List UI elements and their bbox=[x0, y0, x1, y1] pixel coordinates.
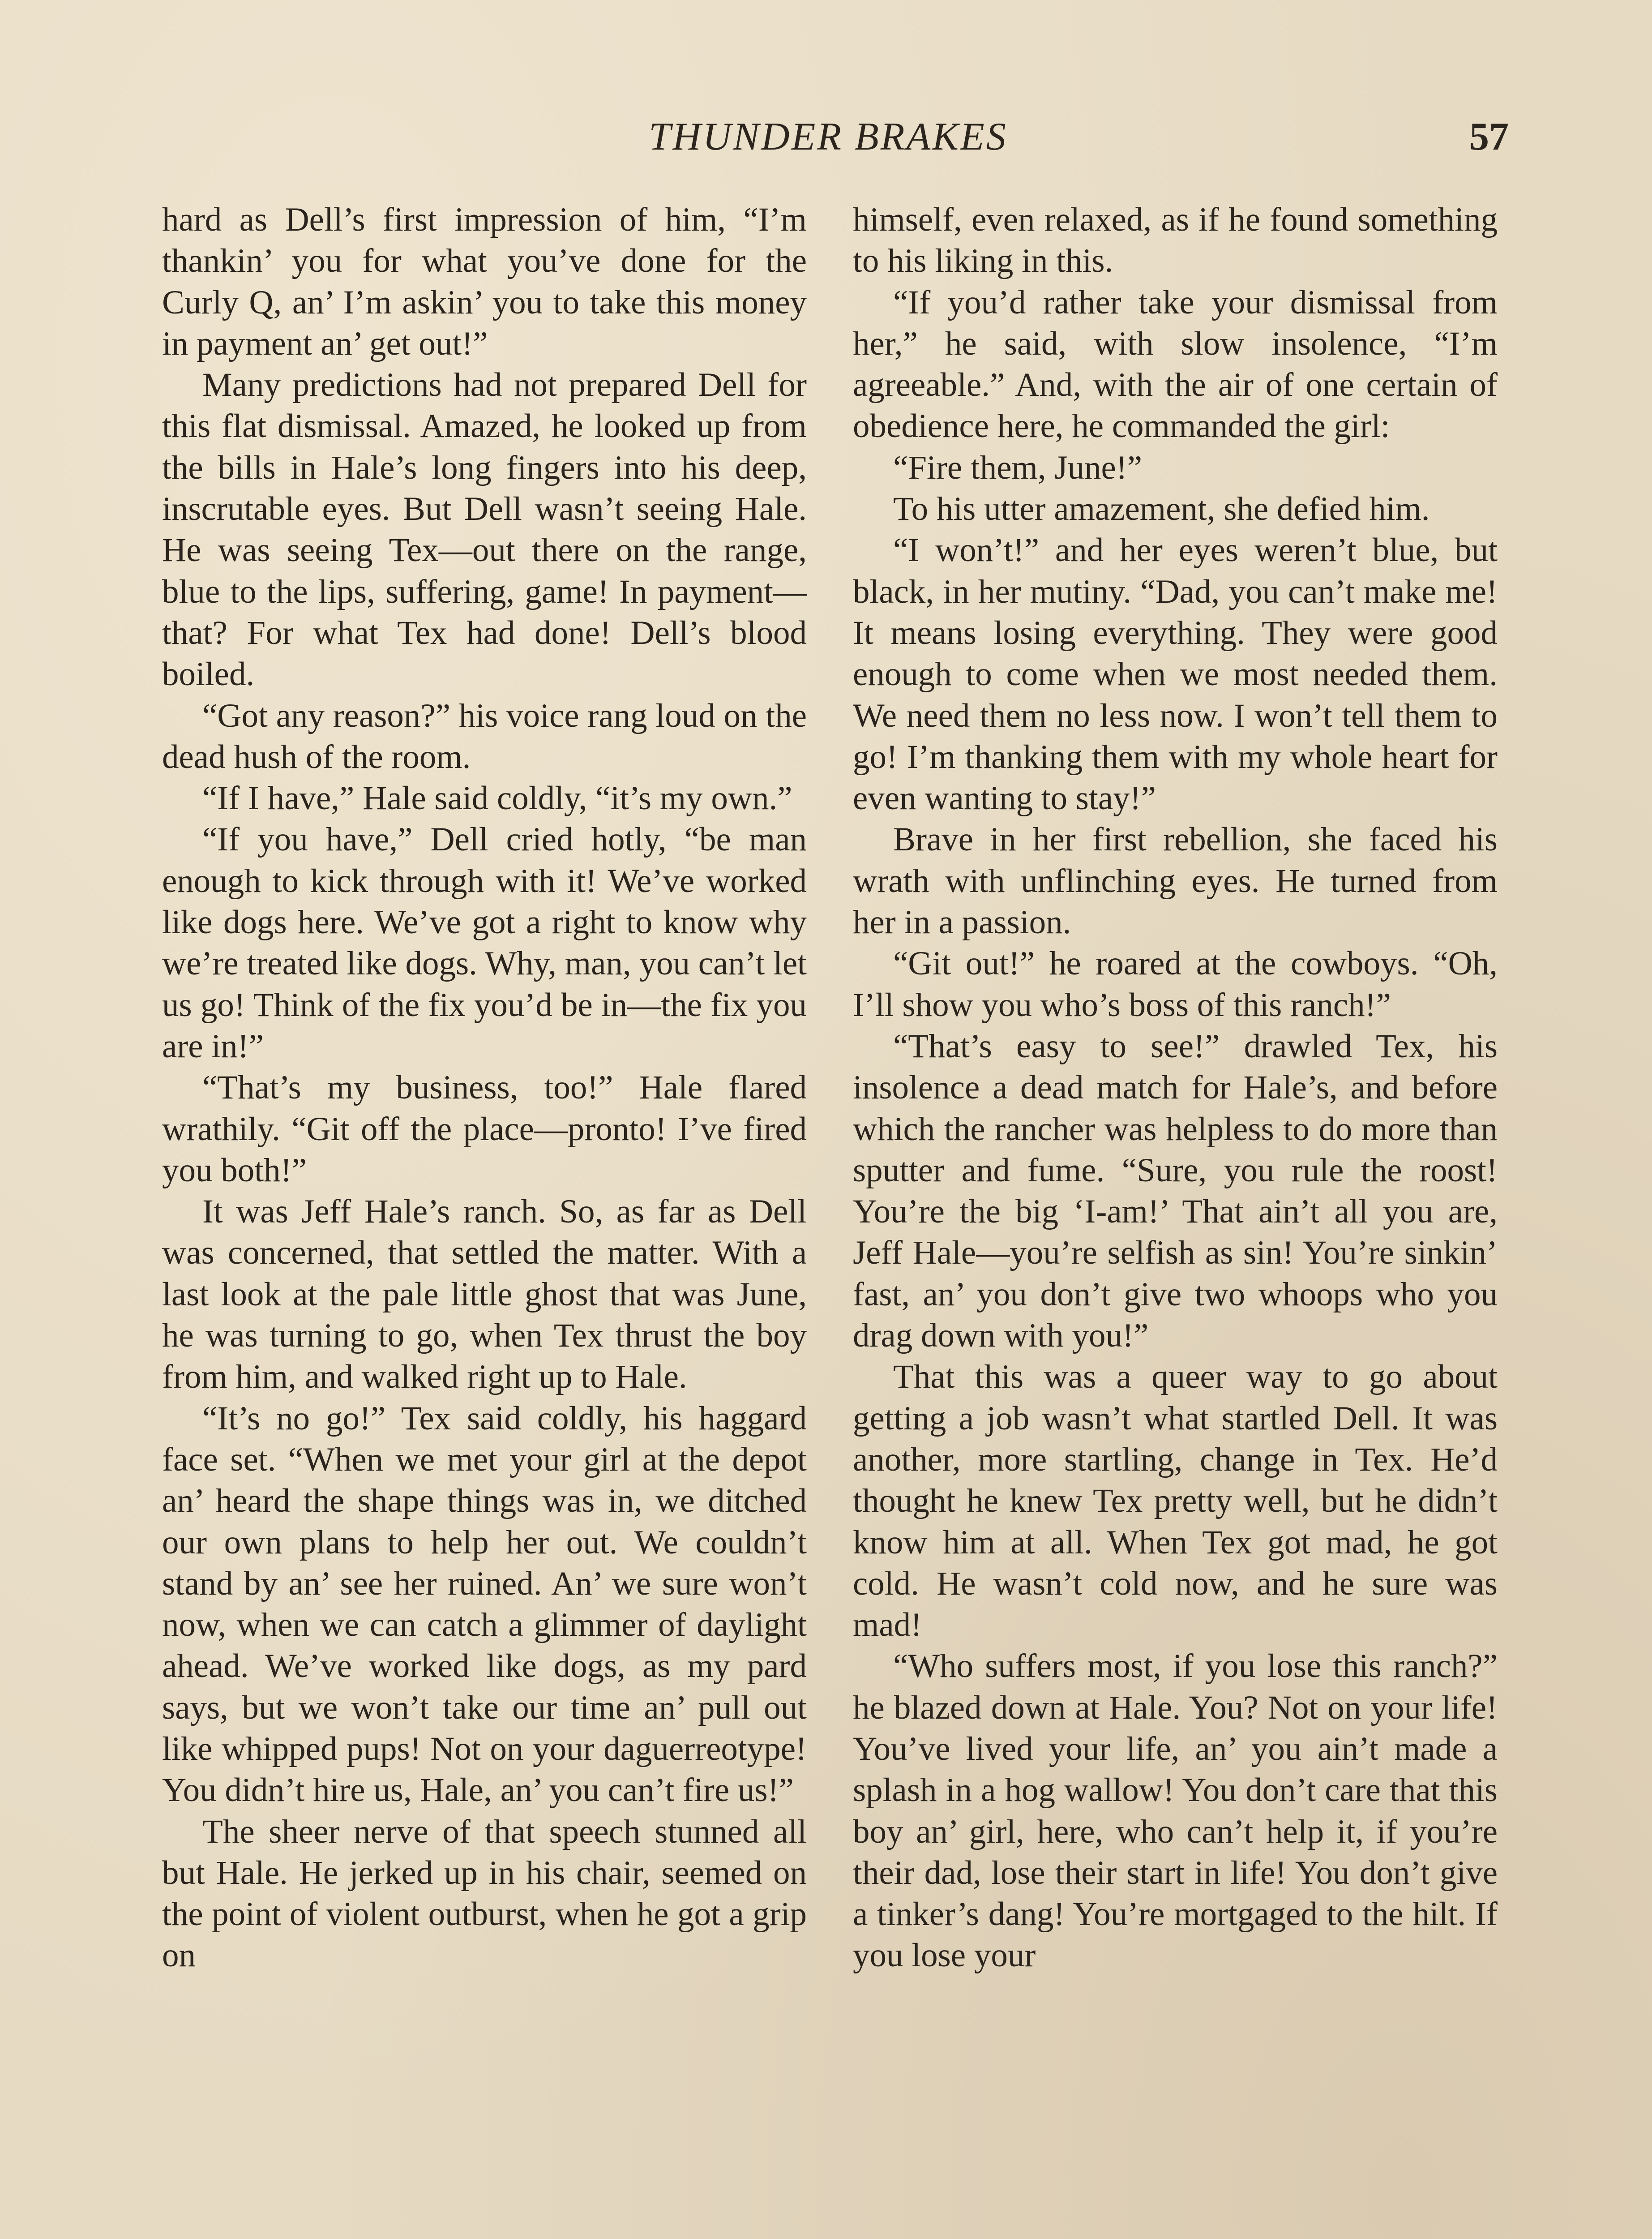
paragraph: “If you’d rather take your dismissal from her,” he said, with slow insolence, “I’m agreeable.” And, with the air of one certain of obedience here, he commanded the girl: bbox=[853, 283, 1498, 445]
paragraph: “Got any reason?” his voice rang loud on the dead hush of the room. bbox=[162, 697, 807, 776]
text-column-right bbox=[853, 199, 1498, 1977]
paragraph: “Git out!” he roared at the cowboys. “Oh, I’ll show you who’s boss of this ranch!” bbox=[853, 945, 1498, 1024]
paragraph: “It’s no go!” Tex said coldly, his haggard face set. “When we met your girl at the depot an’ heard the shape things was in, we ditched our own plans to help her out. We couldn’t stand by an’ see her ruined. An’ we sure won’t now, when we can catch a glimmer of daylight ahead. We’ve worked like dogs, as my pard says, but we won’t take our time an’ pull out like whipped pups! Not on your daguerreotype! You didn’t hire us, Hale, an’ you can’t fire us!” bbox=[162, 1399, 807, 1809]
paragraph: That this was a queer way to go about getting a job wasn’t what startled Dell. It was another, more startling, change in Tex. He’d thought he knew Tex pretty well, but he didn’t know him at all. When Tex got mad, he got cold. He wasn’t cold now, and he sure was mad! bbox=[853, 1358, 1498, 1644]
text-column-left bbox=[162, 199, 807, 1977]
paragraph: “If I have,” Hale said coldly, “it’s my own.” bbox=[202, 780, 792, 817]
paragraph: The sheer nerve of that speech stunned all but Hale. He jerked up in his chair, seemed on the point of violent outburst, when he got a grip on bbox=[162, 1813, 807, 1974]
paragraph: hard as Dell’s first impression of him, “I’m thankin’ you for what you’ve done for the Curly Q, an’ I’m askin’ you to take this money in payment an’ get out!” bbox=[162, 201, 807, 362]
page-number: 57 bbox=[1469, 115, 1509, 159]
running-head: THUNDER BRAKES bbox=[649, 115, 1008, 159]
paragraph: “That’s easy to see!” drawled Tex, his insolence a dead match for Hale’s, and before which the rancher was helpless to do more than sputter and fume. “Sure, you rule the roost! You’re the big ‘I-am!’ That ain’t all you are, Jeff Hale—you’re selfish as sin! You’re sinkin’ fast, an’ you don’t give two whoops who you drag down with you!” bbox=[853, 1027, 1498, 1355]
paragraph: “I won’t!” and her eyes weren’t blue, but black, in her mutiny. “Dad, you can’t make me! It means losing everything. They were good enough to come when we most needed them. We need them no less now. I won’t tell them to go! I’m thanking them with my whole heart for even wanting to stay!” bbox=[853, 532, 1498, 817]
paragraph: Brave in her first rebellion, she faced his wrath with unflinching eyes. He turned from her in a passion. bbox=[853, 821, 1498, 941]
paragraph: It was Jeff Hale’s ranch. So, as far as Dell was concerned, that settled the matter. With a last look at the pale little ghost that was June, he was turning to go, when Tex thrust the boy from him, and walked right up to Hale. bbox=[162, 1193, 807, 1396]
paragraph: To his utter amazement, she defied him. bbox=[893, 490, 1430, 528]
paragraph: “Fire them, June!” bbox=[893, 449, 1143, 486]
paragraph: himself, even relaxed, as if he found something to his liking in this. bbox=[853, 201, 1498, 280]
paragraph: “If you have,” Dell cried hotly, “be man enough to kick through with it! We’ve worked like dogs here. We’ve got a right to know why we’re treated like dogs. Why, man, you can’t let us go! Think of the fix you’d be in—the fix you are in!” bbox=[162, 821, 807, 1065]
paragraph: “That’s my business, too!” Hale flared wrathily. “Git off the place—pronto! I’ve fired you both!” bbox=[162, 1069, 807, 1189]
paragraph: “Who suffers most, if you lose this ranch?” he blazed down at Hale. You? Not on your life! You’ve lived your life, an’ you ain’t made a splash in a hog wallow! You don’t care that this boy an’ girl, here, who can’t help it, if you’re their dad, lose their start in life! You don’t give a tinker’s dang! You’re mortgaged to the hilt. If you lose your bbox=[853, 1647, 1498, 1974]
paragraph: Many predictions had not prepared Dell for this flat dismissal. Amazed, he looked up from the bills in Hale’s long fingers into his deep, inscrutable eyes. But Dell wasn’t seeing Hale. He was seeing Tex—out there on the range, blue to the lips, suffering, game! In payment—that? For what Tex had done! Dell’s blood boiled. bbox=[162, 366, 807, 693]
